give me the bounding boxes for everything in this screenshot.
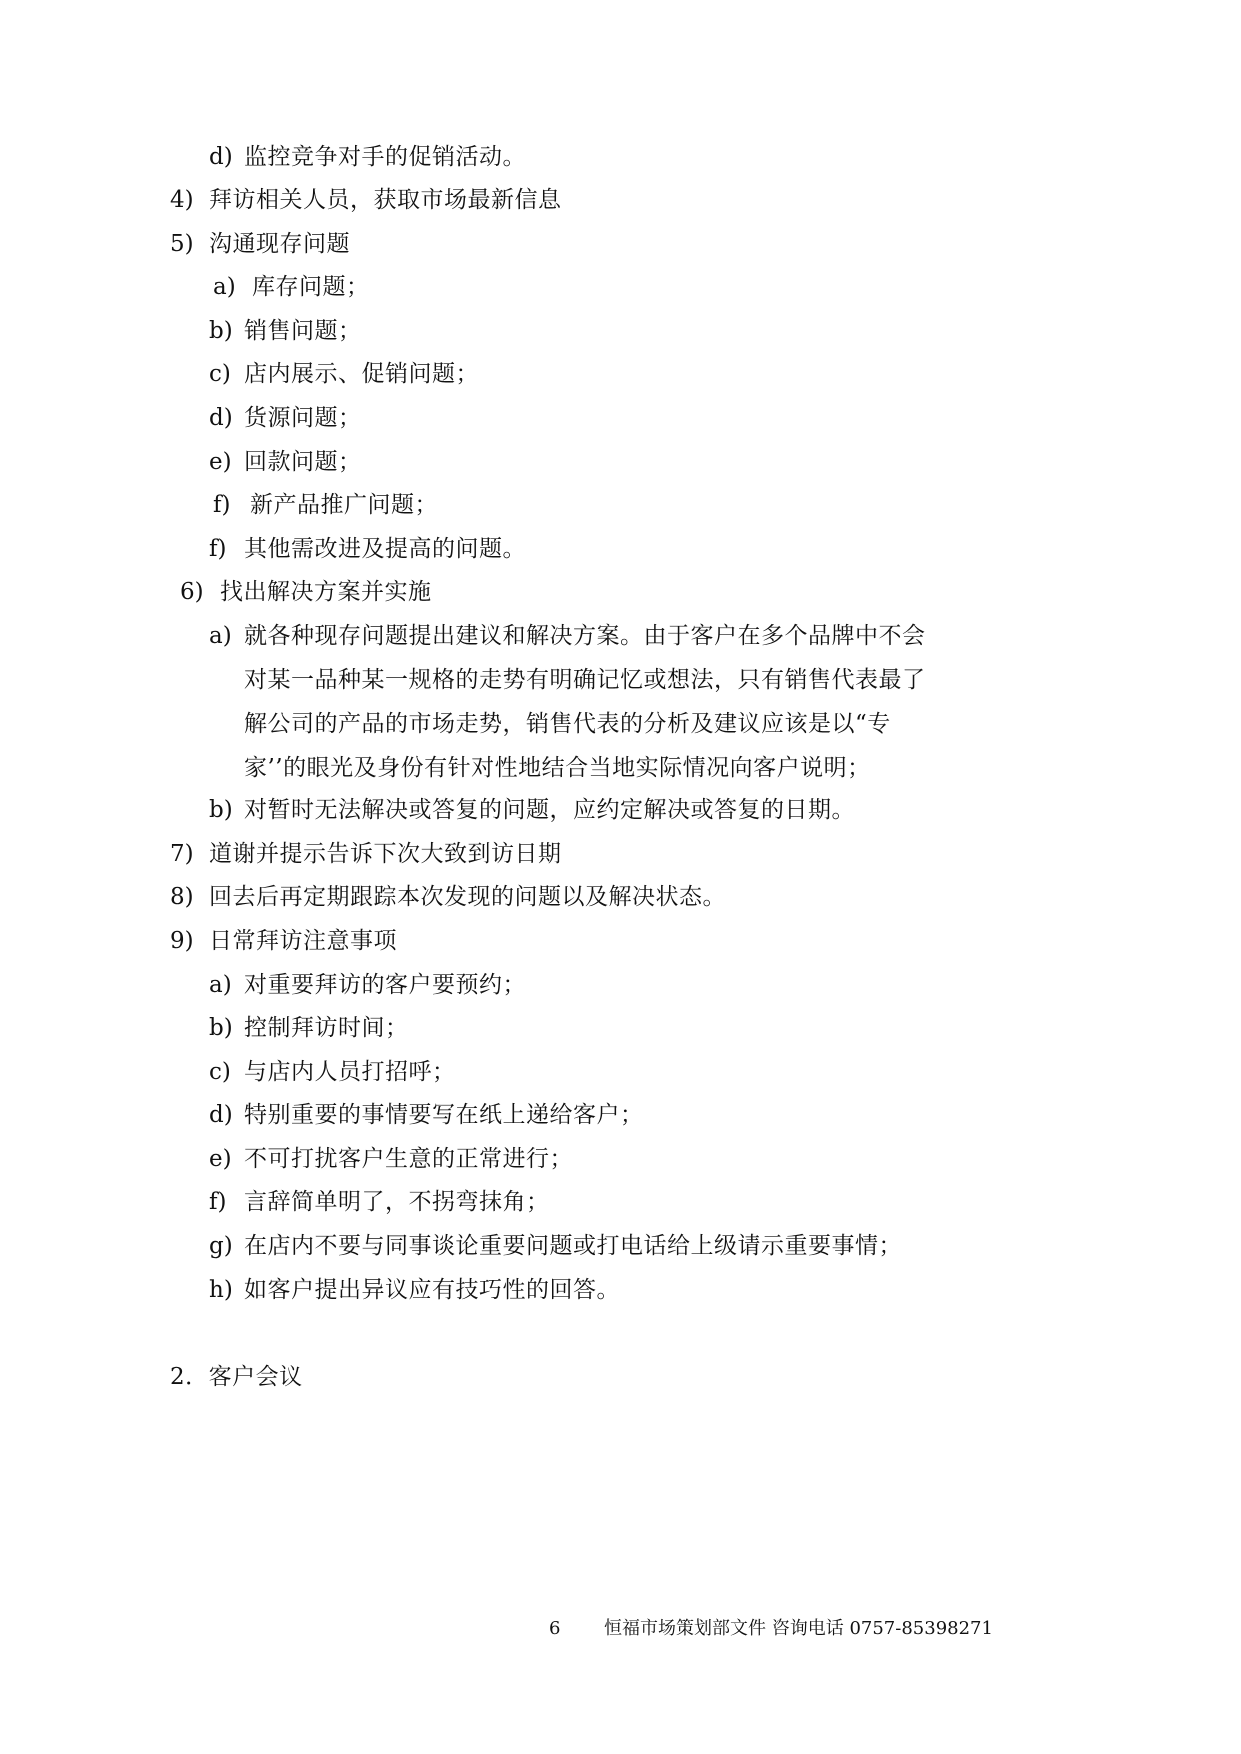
list-text: 道谢并提示告诉下次大致到访日期 (209, 841, 562, 867)
list-marker: e) (209, 1146, 232, 1172)
list-text: 回款问题； (244, 449, 362, 475)
list-text: 日常拜访注意事项 (209, 928, 397, 954)
list-text: 库存问题； (252, 274, 370, 300)
list-marker: b) (209, 318, 233, 344)
list-text: 控制拜访时间； (244, 1015, 409, 1041)
section-heading-text: 2．客户会议 (170, 1364, 303, 1390)
list-text: 在店内不要与同事谈论重要问题或打电话给上级请示重要事情； (244, 1233, 902, 1259)
list-text: 拜访相关人员，获取市场最新信息 (209, 187, 562, 213)
list-marker: d) (209, 1102, 233, 1128)
list-marker: a) (213, 274, 236, 300)
list-marker: a) (209, 623, 232, 649)
list-marker: g) (209, 1233, 233, 1259)
list-marker: b) (209, 797, 233, 823)
list-text: 监控竞争对手的促销活动。 (244, 144, 526, 170)
list-marker: a) (209, 972, 232, 998)
list-text: 销售问题； (244, 318, 362, 344)
list-text: 货源问题； (244, 405, 362, 431)
list-marker: 6) (180, 579, 204, 605)
list-marker: 9) (170, 928, 194, 954)
list-marker: 5) (170, 231, 194, 257)
list-marker: h) (209, 1277, 233, 1303)
list-text: 与店内人员打招呼； (244, 1059, 456, 1085)
list-text: 对暂时无法解决或答复的问题，应约定解决或答复的日期。 (244, 797, 855, 823)
list-marker: 4) (170, 187, 194, 213)
list-marker: c) (209, 361, 231, 387)
list-text: 如客户提出异议应有技巧性的回答。 (244, 1277, 620, 1303)
list-text: 沟通现存问题 (209, 231, 350, 257)
page-number: 6 (549, 1618, 561, 1639)
list-text: 店内展示、促销问题； (244, 361, 479, 387)
footer-text: 恒福市场策划部文件 咨询电话 0757-85398271 (604, 1618, 993, 1639)
list-text: 找出解决方案并实施 (220, 579, 432, 605)
list-marker: 7) (170, 841, 194, 867)
list-marker: e) (209, 449, 232, 475)
list-marker: c) (209, 1059, 231, 1085)
list-marker: d) (209, 144, 233, 170)
list-text: 不可打扰客户生意的正常进行； (244, 1146, 573, 1172)
list-text: 其他需改进及提高的问题。 (244, 536, 526, 562)
list-text: 就各种现存问题提出建议和解决方案。由于客户在多个品牌中不会对某一品种某一规格的走势有明确记忆或想法，只有销售代表最了解公司的产品的市场走势，销售代表的分析及建议应该是以“专家’’的眼光及身份有针对性地结合当地实际情况向客户说明； (244, 623, 926, 781)
list-text: 言辞简单明了，不拐弯抹角； (244, 1189, 550, 1215)
list-text: 新产品推广问题； (250, 492, 438, 518)
list-marker: 8) (170, 884, 194, 910)
list-text: 对重要拜访的客户要预约； (244, 972, 526, 998)
list-marker: f) (213, 492, 231, 518)
list-marker: d) (209, 405, 233, 431)
list-marker: b) (209, 1015, 233, 1041)
list-marker: f) (209, 1189, 227, 1215)
list-text: 特别重要的事情要写在纸上递给客户； (244, 1102, 644, 1128)
list-text: 回去后再定期跟踪本次发现的问题以及解决状态。 (209, 884, 726, 910)
list-marker: f) (209, 536, 227, 562)
